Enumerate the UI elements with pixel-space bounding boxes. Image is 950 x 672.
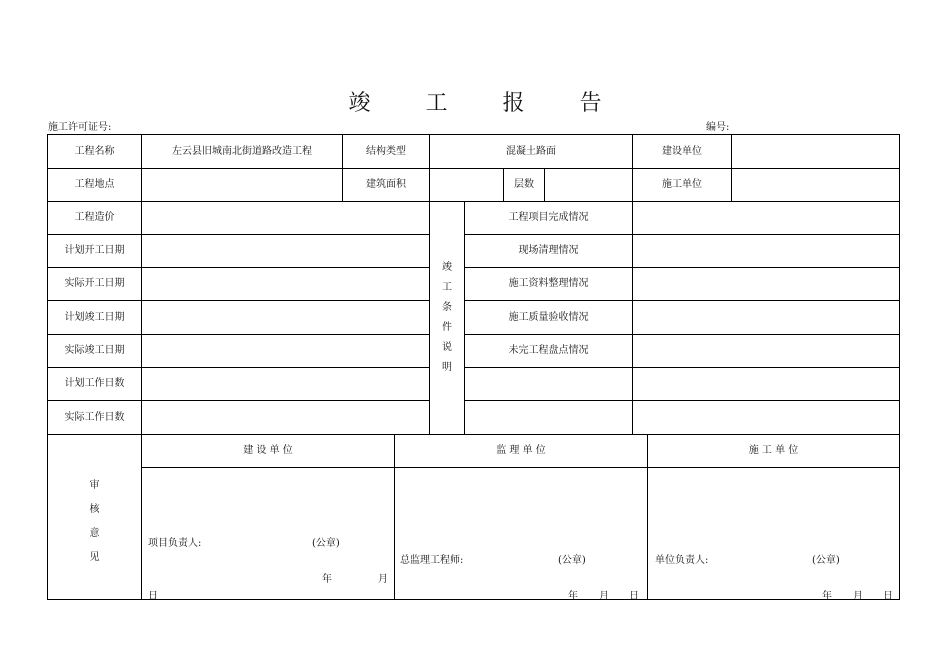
supervision-year-label: 年 bbox=[568, 591, 578, 602]
actual-completion-date-label: 实际竣工日期 bbox=[47, 334, 142, 368]
planned-workdays-label: 计划工作日数 bbox=[47, 367, 142, 401]
contractor-seal-label: (公章) bbox=[812, 555, 840, 566]
supervision-month-label: 月 bbox=[599, 591, 609, 602]
completion-conditions-char: 件 bbox=[442, 322, 452, 333]
review-opinion-label bbox=[47, 434, 142, 600]
actual-completion-date-value[interactable] bbox=[141, 334, 430, 368]
review-opinion-char: 见 bbox=[89, 552, 100, 563]
completion-conditions-char: 竣 bbox=[442, 262, 452, 273]
contractor-unit-review-box[interactable] bbox=[647, 467, 900, 600]
project-name-value: 左云县旧城南北街道路改造工程 bbox=[141, 134, 343, 169]
condition-item-label: 现场清理情况 bbox=[464, 234, 633, 268]
actual-start-date-label: 实际开工日期 bbox=[47, 267, 142, 301]
condition-item-empty bbox=[464, 367, 633, 401]
contractor-unit-value[interactable] bbox=[731, 168, 900, 202]
supervision-unit-review-box[interactable] bbox=[394, 467, 648, 600]
actual-workdays-label: 实际工作日数 bbox=[47, 400, 142, 435]
supervision-unit-review-header: 监 理 单 位 bbox=[394, 434, 648, 468]
project-manager-label: 项目负责人: bbox=[148, 538, 202, 549]
document-number-label: 编号: bbox=[706, 122, 730, 133]
chief-supervisor-label: 总监理工程师: bbox=[400, 555, 464, 566]
project-location-label: 工程地点 bbox=[47, 168, 142, 202]
builder-seal-label: (公章) bbox=[312, 538, 340, 549]
planned-workdays-value[interactable] bbox=[141, 367, 430, 401]
contractor-year-label: 年 bbox=[822, 591, 832, 602]
completion-conditions-char: 工 bbox=[442, 282, 452, 293]
condition-item-label: 施工质量验收情况 bbox=[464, 300, 633, 335]
review-opinion-char: 核 bbox=[89, 504, 100, 515]
supervision-seal-label: (公章) bbox=[558, 555, 586, 566]
builder-month-label: 月 bbox=[378, 574, 388, 585]
floors-value[interactable] bbox=[544, 168, 633, 202]
builder-day-label: 日 bbox=[148, 591, 158, 602]
condition-item-value[interactable] bbox=[632, 234, 900, 268]
condition-item-label: 工程项目完成情况 bbox=[464, 201, 633, 235]
completion-conditions-char: 明 bbox=[442, 362, 452, 373]
completion-conditions-char: 条 bbox=[442, 302, 452, 313]
structure-type-label: 结构类型 bbox=[342, 134, 430, 169]
condition-item-label: 施工资料整理情况 bbox=[464, 267, 633, 301]
planned-completion-date-value[interactable] bbox=[141, 300, 430, 335]
floors-label: 层数 bbox=[503, 168, 545, 202]
condition-item-value[interactable] bbox=[632, 267, 900, 301]
contractor-month-label: 月 bbox=[853, 591, 863, 602]
contractor-day-label: 日 bbox=[883, 591, 893, 602]
document-title: 竣 工 报 告 bbox=[348, 91, 626, 116]
building-area-label: 建筑面积 bbox=[342, 168, 430, 202]
structure-type-value: 混凝土路面 bbox=[429, 134, 633, 169]
supervision-day-label: 日 bbox=[629, 591, 639, 602]
contractor-unit-review-header: 施 工 单 位 bbox=[647, 434, 900, 468]
contractor-unit-label: 施工单位 bbox=[632, 168, 732, 202]
condition-item-value[interactable] bbox=[632, 300, 900, 335]
builder-unit-review-header: 建 设 单 位 bbox=[141, 434, 395, 468]
actual-start-date-value[interactable] bbox=[141, 267, 430, 301]
project-cost-label: 工程造价 bbox=[47, 201, 142, 235]
project-name-label: 工程名称 bbox=[47, 134, 142, 169]
permit-number-label: 施工许可证号: bbox=[48, 122, 112, 133]
condition-item-label: 未完工程盘点情况 bbox=[464, 334, 633, 368]
review-opinion-char: 意 bbox=[89, 528, 100, 539]
completion-conditions-label bbox=[429, 201, 465, 435]
building-area-value[interactable] bbox=[429, 168, 504, 202]
actual-workdays-value[interactable] bbox=[141, 400, 430, 435]
project-location-value[interactable] bbox=[141, 168, 343, 202]
condition-item-value[interactable] bbox=[632, 334, 900, 368]
planned-start-date-value[interactable] bbox=[141, 234, 430, 268]
builder-year-label: 年 bbox=[322, 574, 332, 585]
project-cost-value[interactable] bbox=[141, 201, 430, 235]
completion-conditions-char: 说 bbox=[442, 342, 452, 353]
condition-item-value[interactable] bbox=[632, 367, 900, 401]
review-opinion-char: 审 bbox=[89, 480, 100, 491]
condition-item-value[interactable] bbox=[632, 400, 900, 435]
builder-unit-value[interactable] bbox=[731, 134, 900, 169]
condition-item-value[interactable] bbox=[632, 201, 900, 235]
condition-item-empty bbox=[464, 400, 633, 435]
builder-unit-label: 建设单位 bbox=[632, 134, 732, 169]
unit-manager-label: 单位负责人: bbox=[655, 555, 709, 566]
planned-start-date-label: 计划开工日期 bbox=[47, 234, 142, 268]
planned-completion-date-label: 计划竣工日期 bbox=[47, 300, 142, 335]
